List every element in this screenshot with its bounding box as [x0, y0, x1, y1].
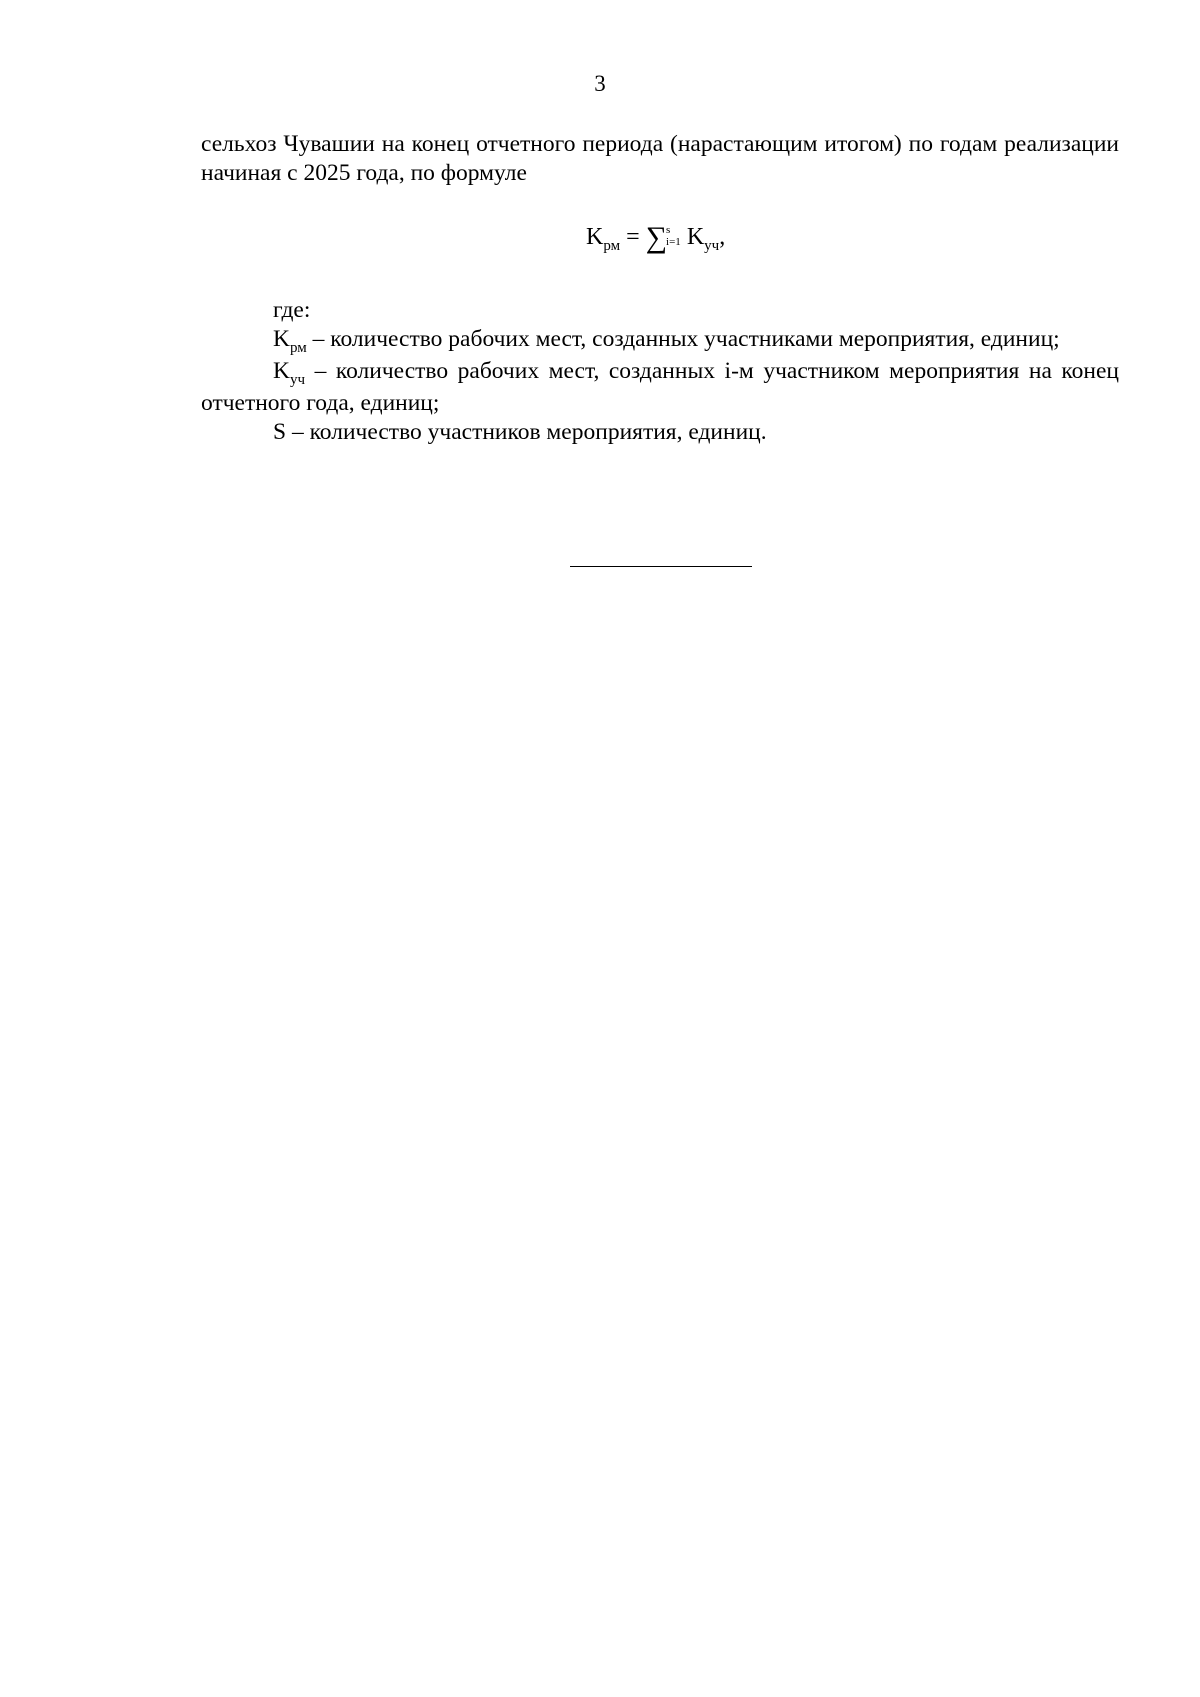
definition-subscript: рм — [289, 340, 307, 356]
sum-lower-limit: i=1 — [666, 236, 681, 249]
formula-rhs-subscript: уч — [704, 238, 720, 254]
definition-subscript: уч — [289, 372, 306, 388]
sum-symbol: ∑ — [645, 221, 668, 254]
sum-upper-limit: s — [666, 224, 671, 237]
definition-text: – количество рабочих мест, созданных i-м участником мероприятия на конец отчетного года, единиц; — [201, 358, 1119, 416]
definitions — [201, 296, 1119, 450]
formula-lhs-subscript: рм — [603, 238, 621, 254]
formula-lhs-symbol: K — [586, 224, 604, 250]
definition-symbol: K — [273, 326, 290, 352]
definition-text: – количество рабочих мест, созданных участниками мероприятия, единиц; — [306, 326, 1060, 352]
formula — [586, 220, 725, 255]
end-rule — [570, 566, 752, 567]
formula-trailing: , — [719, 224, 726, 250]
intro-text: сельхоз Чувашии на конец отчетного периода (нарастающим итогом) по годам реализации начиная с 2025 года, по формуле — [201, 131, 1119, 186]
where-label: где: — [273, 297, 311, 323]
page-number: 3 — [594, 71, 606, 96]
formula-equals: = — [626, 224, 640, 250]
definition-item — [201, 325, 1119, 357]
sum-limits — [666, 224, 681, 248]
intro-paragraph — [201, 130, 1119, 188]
definition-item — [201, 357, 1119, 418]
formula-rhs-symbol: K — [686, 224, 705, 250]
definition-symbol: K — [273, 358, 290, 384]
definition-symbol: S — [273, 419, 287, 445]
definition-text: – количество участников мероприятия, единиц. — [286, 419, 767, 445]
definition-item — [201, 418, 1119, 450]
